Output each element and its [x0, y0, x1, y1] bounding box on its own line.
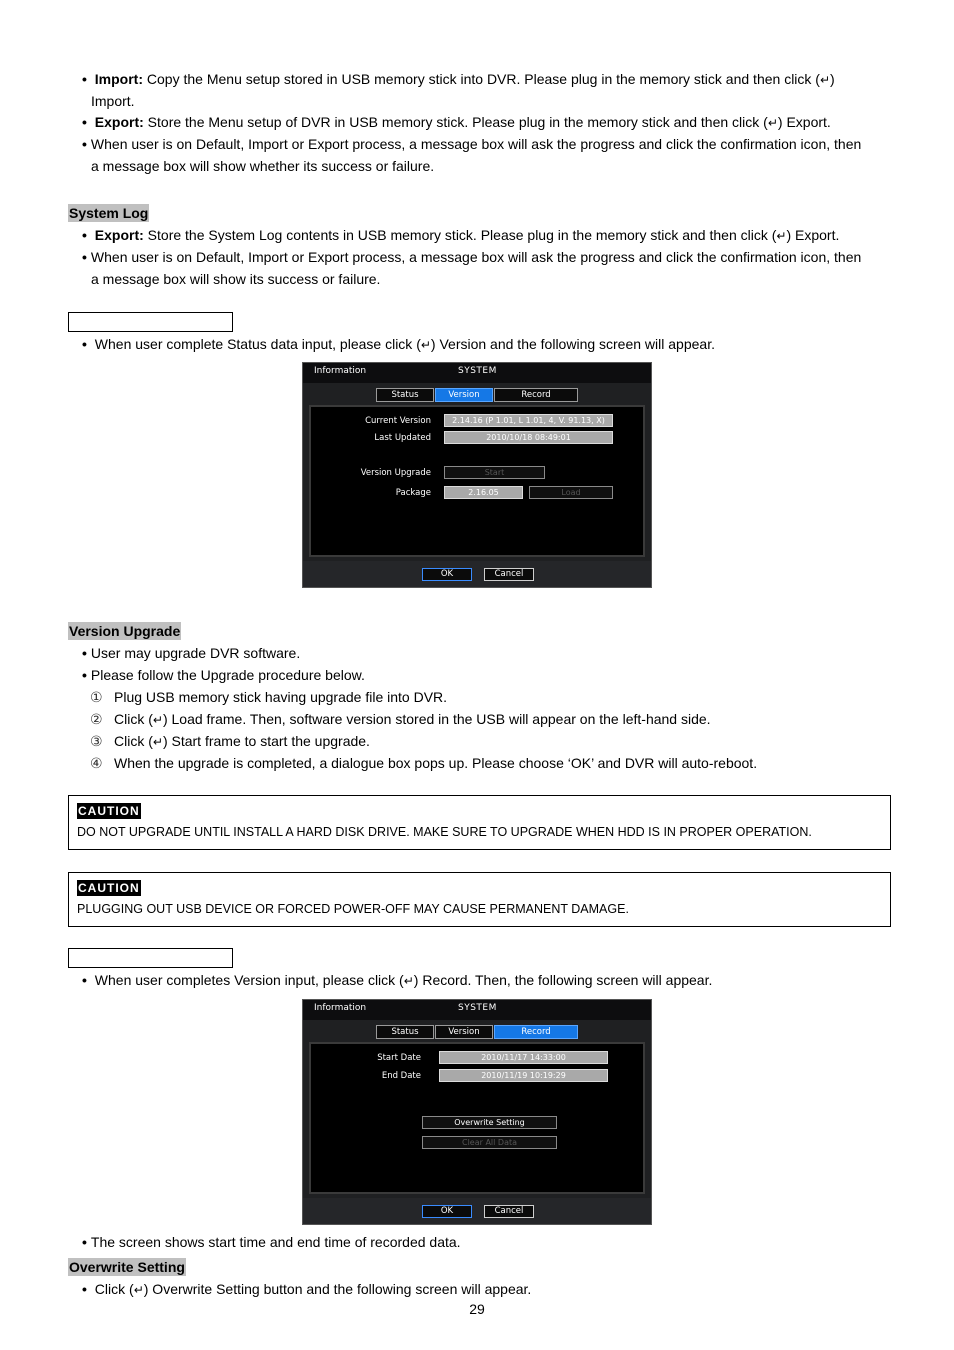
step-text-b: ) Start frame to start the upgrade. — [162, 733, 370, 749]
step-number: ② — [90, 712, 103, 728]
step-number: ③ — [90, 734, 103, 750]
cancel-button[interactable]: Cancel — [484, 568, 534, 581]
version-intro-text-b: ) Version and the following screen will appear. — [430, 336, 715, 352]
enter-icon: ↵ — [152, 735, 163, 749]
caution-message: PLUGGING OUT USB DEVICE OR FORCED POWER-OFF MAY CAUSE PERMANENT DAMAGE. — [77, 902, 629, 916]
start-date-field: 2010/11/17 14:33:00 — [439, 1051, 608, 1064]
dvr-footer — [303, 1198, 651, 1224]
start-button[interactable]: Start — [444, 466, 545, 479]
system-log-export-bullet — [82, 225, 839, 246]
version-intro-text-a: When user complete Status data input, please click ( — [94, 336, 421, 352]
page-number: 29 — [469, 1301, 485, 1317]
version-upgrade-bullet2: • Please follow the Upgrade procedure below. — [82, 665, 365, 685]
step-text: When the upgrade is completed, a dialogue box pops up. Please choose ‘OK’ and DVR will auto-reboot. — [114, 755, 758, 771]
upgrade-step-4 — [90, 753, 757, 774]
enter-icon: ↵ — [767, 116, 778, 130]
import-bullet — [82, 69, 835, 90]
system-log-heading: System Log — [69, 205, 149, 221]
step-number: ① — [90, 690, 103, 706]
version-upgrade-bullet1: • User may upgrade DVR software. — [82, 643, 300, 663]
dvr-record-screen — [302, 999, 652, 1225]
system-log-export-label: Export: — [94, 227, 144, 243]
load-button[interactable]: Load — [529, 486, 613, 499]
step-text-b: ) Load frame. Then, software version stored in the USB will appear on the left-hand side. — [162, 711, 711, 727]
record-note-bullet: • The screen shows start time and end time of recorded data. — [82, 1232, 461, 1252]
section-title-box — [68, 948, 233, 968]
export-text-b: ) Export. — [777, 114, 831, 130]
record-intro-text-a: When user completes Version input, please click ( — [94, 972, 404, 988]
dvr-title-system: SYSTEM — [458, 1003, 497, 1013]
default-bullet-line2: a message box will show whether its success or failure. — [91, 158, 435, 174]
import-text-c: Import. — [91, 93, 135, 109]
export-bullet — [82, 112, 831, 133]
overwrite-text-a: Click ( — [94, 1281, 134, 1297]
overwrite-text-b: ) Overwrite Setting button and the following screen will appear. — [143, 1281, 532, 1297]
enter-icon: ↵ — [133, 1283, 144, 1297]
dvr-title-information: Information — [314, 366, 367, 376]
package-field: 2.16.05 — [444, 486, 523, 499]
end-date-field: 2010/11/19 10:19:29 — [439, 1069, 608, 1082]
tab-status[interactable]: Status — [376, 388, 434, 402]
enter-icon: ↵ — [152, 713, 163, 727]
enter-icon: ↵ — [776, 229, 787, 243]
dvr-title-system: SYSTEM — [458, 366, 497, 376]
ok-button[interactable]: OK — [422, 1205, 472, 1218]
system-log-default-line2: a message box will show its success or failure. — [91, 271, 381, 287]
import-text-a: Copy the Menu setup stored in USB memory stick into DVR. Please plug in the memory stick and then click ( — [143, 71, 820, 87]
import-text-b: ) — [830, 71, 835, 87]
current-version-field: 2.14.16 (P 1.01, L 1.01, 4, V. 91.13, X) — [444, 414, 613, 427]
enter-icon: ↵ — [420, 338, 431, 352]
version-intro-bullet — [82, 334, 715, 355]
record-intro-bullet — [82, 970, 712, 991]
tab-record[interactable]: Record — [494, 1025, 578, 1039]
tab-version[interactable]: Version — [435, 388, 493, 402]
overwrite-setting-button[interactable]: Overwrite Setting — [422, 1116, 557, 1129]
system-log-default-bullet: • When user is on Default, Import or Export process, a message box will ask the progress and click the confirmation icon, then — [82, 247, 861, 267]
start-date-label: Start Date — [377, 1053, 421, 1063]
caution-tag: CAUTION — [78, 881, 140, 895]
clear-all-data-button[interactable]: Clear All Data — [422, 1136, 557, 1149]
last-updated-label: Last Updated — [374, 433, 431, 443]
default-bullet: • When user is on Default, Import or Export process, a message box will ask the progress and click the confirmation icon, then — [82, 134, 861, 154]
system-log-export-text-a: Store the System Log contents in USB memory stick. Please plug in the memory stick and then click ( — [143, 227, 777, 243]
version-upgrade-label: Version Upgrade — [360, 468, 431, 478]
end-date-label: End Date — [381, 1071, 421, 1081]
tab-record[interactable]: Record — [494, 388, 578, 402]
export-text-a: Store the Menu setup of DVR in USB memory stick. Please plug in the memory stick and then click ( — [143, 114, 768, 130]
dvr-footer — [303, 561, 651, 587]
tab-status[interactable]: Status — [376, 1025, 434, 1039]
section-title-box — [68, 312, 233, 332]
import-label: Import: — [94, 71, 144, 87]
dvr-version-screen — [302, 362, 652, 588]
dvr-panel — [309, 405, 645, 557]
step-text-a: Click ( — [114, 733, 153, 749]
ok-button[interactable]: OK — [422, 568, 472, 581]
enter-icon: ↵ — [819, 73, 831, 87]
system-log-export-text-b: ) Export. — [786, 227, 840, 243]
package-label: Package — [395, 488, 431, 498]
dvr-title-information: Information — [314, 1003, 367, 1013]
overwrite-setting-heading: Overwrite Setting — [69, 1259, 185, 1275]
overwrite-bullet — [82, 1279, 531, 1300]
step-text-a: Click ( — [114, 711, 153, 727]
cancel-button[interactable]: Cancel — [484, 1205, 534, 1218]
step-number: ④ — [90, 756, 103, 772]
dvr-titlebar — [303, 363, 651, 383]
upgrade-step-3 — [90, 731, 370, 752]
caution-tag: CAUTION — [78, 804, 140, 818]
version-upgrade-heading: Version Upgrade — [69, 623, 181, 639]
dvr-titlebar — [303, 1000, 651, 1020]
export-label: Export: — [94, 114, 144, 130]
tab-version[interactable]: Version — [435, 1025, 493, 1039]
upgrade-step-2 — [90, 709, 711, 730]
upgrade-step-1 — [90, 687, 447, 708]
record-intro-text-b: ) Record. Then, the following screen will appear. — [413, 972, 713, 988]
last-updated-field: 2010/10/18 08:49:01 — [444, 431, 613, 444]
caution-box-2 — [68, 872, 891, 927]
current-version-label: Current Version — [365, 416, 431, 426]
enter-icon: ↵ — [403, 974, 414, 988]
caution-box-1 — [68, 795, 891, 850]
step-text: Plug USB memory stick having upgrade file into DVR. — [114, 689, 448, 705]
caution-message: DO NOT UPGRADE UNTIL INSTALL A HARD DISK DRIVE. MAKE SURE TO UPGRADE WHEN HDD IS IN PROPER OPERATION. — [77, 825, 812, 839]
